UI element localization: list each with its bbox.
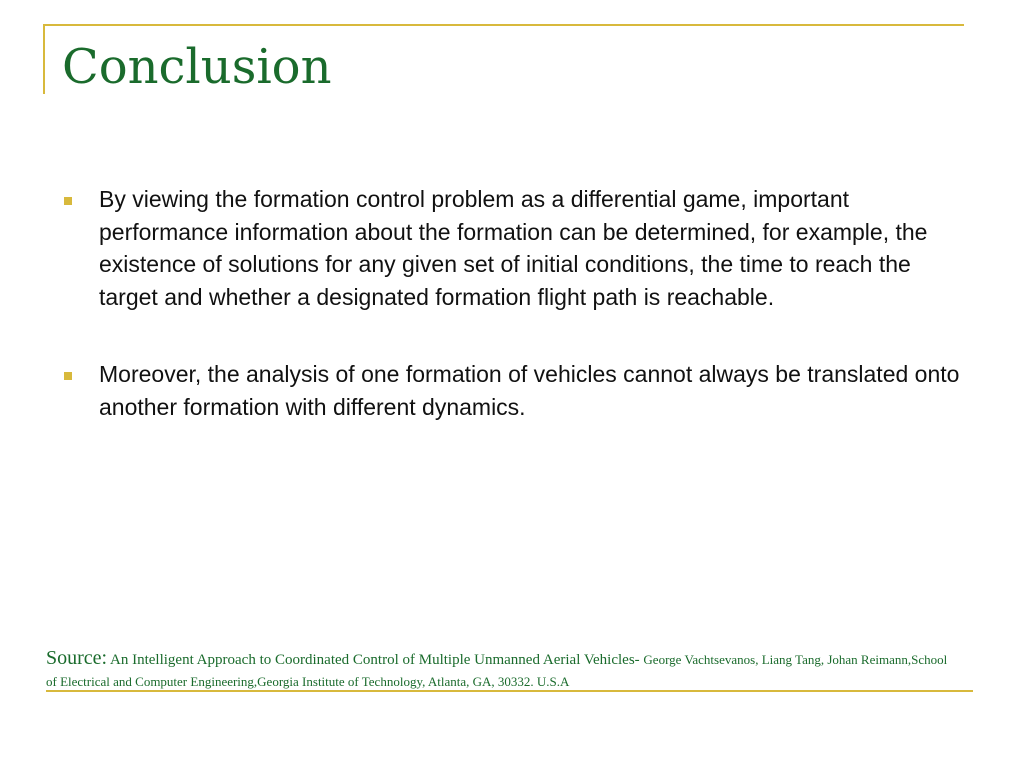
slide-title: Conclusion <box>62 39 332 95</box>
bullet-text: Moreover, the analysis of one formation of vehicles cannot always be translated onto another formation with different dynamics. <box>99 361 960 420</box>
bullet-item <box>62 183 962 313</box>
left-accent-line <box>43 24 45 94</box>
bullet-list <box>62 183 962 468</box>
top-accent-line <box>43 24 964 26</box>
source-label: Source: <box>46 647 108 669</box>
bullet-text: By viewing the formation control problem as a differential game, important performance information about the formation can be determined, for example, the existence of solutions for any given set of initial conditions, the time to reach the target and whether a designated formation flight path is reachable. <box>99 186 928 310</box>
square-bullet-icon <box>64 197 72 205</box>
bullet-item <box>62 358 962 423</box>
source-title: An Intelligent Approach to Coordinated Control of Multiple Unmanned Aerial Vehicles- <box>110 652 640 668</box>
square-bullet-icon <box>64 372 72 380</box>
footer-accent-line <box>46 690 973 692</box>
source-authors: George Vachtsevanos, Liang Tang, Johan Reimann,School of Electrical and Computer Engineering,Georgia Institute of Technology, Atlanta, GA, 30332. U.S.A <box>46 652 948 689</box>
source-citation <box>46 647 956 693</box>
